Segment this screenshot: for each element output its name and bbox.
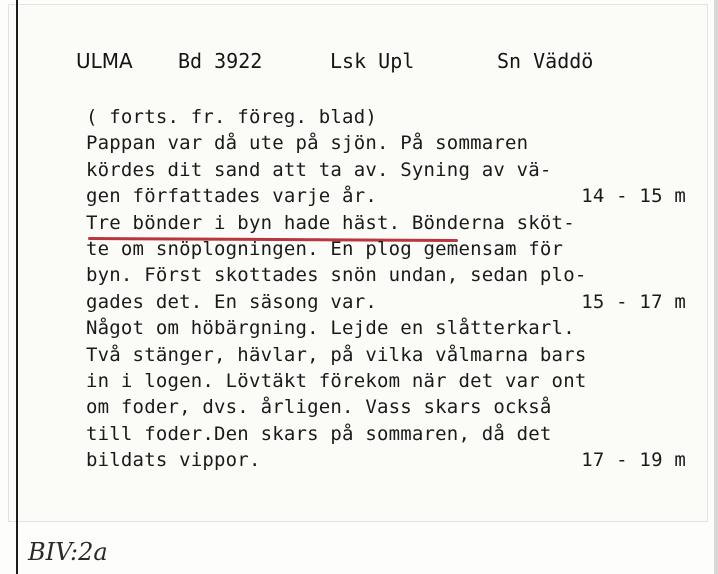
line-text: in i logen. Lövtäkt förekom när det var ont <box>86 369 587 392</box>
line-text: gen författades varje år. <box>86 185 377 208</box>
line-text: byn. Först skottades snön undan, sedan plo- <box>86 264 587 287</box>
card-header <box>0 49 718 79</box>
card-left-edge <box>16 0 18 574</box>
line-text: Pappan var då ute på sjön. På sommaren <box>86 132 529 155</box>
card-body-text <box>86 104 696 473</box>
text-line <box>86 183 696 209</box>
text-line <box>86 157 696 183</box>
text-line <box>86 210 696 236</box>
line-text: bildats vippor. <box>86 449 261 472</box>
volume-number: Bd 3922 <box>178 49 263 73</box>
line-text: till foder.Den skars på sommaren, då det <box>86 422 552 445</box>
text-line <box>86 421 696 447</box>
line-text: gades det. En säsong var. <box>86 290 377 313</box>
line-text: Två stänger, hävlar, på vilka vålmarna bars <box>86 343 587 366</box>
line-text: kördes dit sand att ta av. Syning av vä- <box>86 158 552 181</box>
landskap-field: Lsk Upl <box>330 49 415 73</box>
socken-field: Sn Väddö <box>497 49 594 73</box>
line-text: om foder, dvs. årligen. Vass skars också <box>86 396 552 419</box>
line-text: Tre bönder i byn hade häst. Bönderna sköt- <box>86 211 575 234</box>
card-right-shadow <box>714 0 718 574</box>
page-ref: 17 - 19 m <box>581 449 686 472</box>
text-line <box>86 262 696 288</box>
text-line <box>86 130 696 156</box>
line-text: te om snöplogningen. En plog gemensam för <box>86 237 564 260</box>
text-line <box>86 447 696 473</box>
text-line <box>86 315 696 341</box>
text-line <box>86 342 696 368</box>
line-text: ( forts. fr. föreg. blad) <box>86 106 377 128</box>
text-line <box>86 394 696 420</box>
page-ref: 15 - 17 m <box>581 290 686 313</box>
page-ref: 14 - 15 m <box>581 185 686 208</box>
line-text: Något om höbärgning. Lejde en slåtterkarl. <box>86 317 575 340</box>
handwritten-signum: BIV:2a <box>28 538 108 566</box>
text-line <box>86 289 696 315</box>
text-line <box>86 368 696 394</box>
text-line <box>86 104 696 130</box>
text-line <box>86 236 696 262</box>
archive-code: ULMA <box>76 49 133 73</box>
